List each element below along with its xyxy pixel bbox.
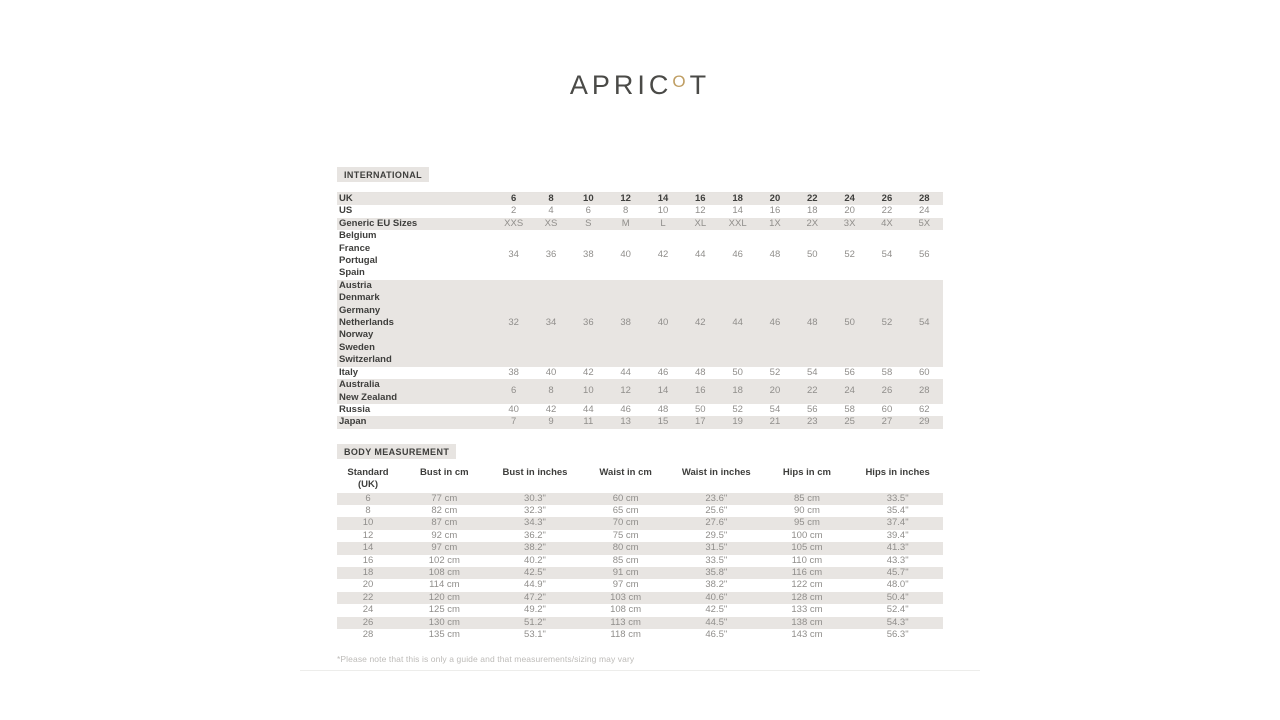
table-row: [337, 367, 943, 379]
measurement-cell: 35.8": [705, 566, 728, 578]
table-row: [337, 629, 943, 641]
size-value-cell: 62: [919, 403, 930, 415]
measurement-cell: 82 cm: [431, 504, 458, 516]
column-header: Waist in cm: [599, 466, 652, 478]
table-header-row: [337, 467, 943, 493]
measurement-cell: 85 cm: [612, 554, 639, 566]
size-value-cell: 6: [511, 385, 517, 397]
size-value-cell: XXS: [504, 217, 524, 229]
size-value-cell: 54: [919, 317, 930, 329]
measurement-cell: 52.4": [886, 604, 909, 616]
measurement-cell: 20: [362, 579, 374, 591]
brand-logo-suffix: T: [689, 70, 711, 100]
column-header: Bust in inches: [502, 466, 568, 478]
measurement-cell: 130 cm: [428, 616, 460, 628]
size-value-cell: 52: [844, 248, 855, 260]
size-value-cell: 18: [807, 205, 818, 217]
brand-logo-prefix: APRIC: [569, 70, 673, 100]
measurement-cell: 33.5": [886, 492, 909, 504]
size-value-cell: 1X: [769, 217, 781, 229]
size-value-cell: S: [585, 217, 592, 229]
size-value-cell: 21: [769, 416, 781, 428]
size-value-cell: 10: [583, 385, 594, 397]
table-row: [337, 205, 943, 217]
country-label: Denmark: [339, 292, 380, 304]
measurement-cell: 49.2": [524, 604, 546, 616]
size-value-cell: 56: [844, 366, 855, 378]
table-row: [337, 567, 943, 579]
measurement-cell: 41.3": [886, 542, 909, 554]
measurement-cell: 31.5": [705, 542, 728, 554]
country-label: Japan: [339, 416, 367, 428]
size-value-cell: 16: [769, 205, 781, 217]
size-value-cell: 38: [508, 366, 519, 378]
size-value-cell: 6: [585, 205, 591, 217]
international-section-label: INTERNATIONAL: [337, 167, 429, 182]
country-label: Russia: [339, 403, 371, 415]
size-value-cell: 56: [807, 403, 818, 415]
size-value-cell: 36: [545, 248, 557, 260]
size-value-cell: 58: [881, 366, 893, 378]
size-value-cell: 14: [657, 385, 669, 397]
measurement-cell: 40.6": [705, 591, 728, 603]
measurement-cell: 47.2": [524, 591, 546, 603]
size-value-cell: 14: [657, 193, 669, 204]
size-value-cell: 18: [732, 193, 743, 204]
table-row: [337, 404, 943, 416]
country-label: Italy: [339, 366, 359, 378]
country-label-cell: [337, 404, 495, 416]
size-value-cell: 15: [657, 416, 669, 428]
size-value-cell: XS: [544, 217, 558, 229]
size-value-cell: 14: [732, 205, 743, 217]
measurement-cell: 51.2": [524, 616, 546, 628]
size-value-cell: 48: [769, 248, 781, 260]
size-value-cell: 50: [807, 248, 818, 260]
bottom-divider: [300, 670, 980, 671]
table-row: [337, 517, 943, 529]
table-row: [337, 617, 943, 629]
measurement-cell: 29.5": [705, 529, 728, 541]
column-header: Waist in inches: [681, 466, 751, 478]
international-size-table: [337, 192, 943, 429]
size-value-cell: 8: [623, 205, 629, 217]
measurement-cell: 44.9": [524, 579, 546, 591]
measurement-cell: 24: [362, 604, 374, 616]
size-value-cell: 44: [695, 248, 706, 260]
country-label-cell: [337, 230, 495, 280]
size-value-cell: 46: [620, 403, 631, 415]
country-label: Norway: [339, 329, 374, 341]
measurement-cell: 39.4": [886, 529, 909, 541]
column-header: Hips in inches: [865, 466, 930, 478]
measurement-cell: 80 cm: [612, 542, 639, 554]
measurement-cell: 35.4": [886, 504, 909, 516]
size-value-cell: 34: [508, 248, 519, 260]
size-value-cell: 38: [583, 248, 594, 260]
measurement-cell: 85 cm: [794, 492, 820, 504]
size-value-cell: 40: [620, 248, 631, 260]
size-value-cell: 52: [769, 366, 781, 378]
body-measurement-table: [337, 467, 943, 642]
country-label: Spain: [339, 267, 365, 279]
size-value-cell: 32: [508, 317, 519, 329]
size-value-cell: 60: [919, 366, 930, 378]
size-value-cell: 52: [732, 403, 743, 415]
size-value-cell: 54: [769, 403, 781, 415]
measurement-cell: 16: [362, 554, 374, 566]
size-value-cell: 26: [881, 385, 893, 397]
size-value-cell: 26: [881, 193, 893, 204]
size-value-cell: 24: [844, 385, 855, 397]
size-value-cell: 50: [732, 366, 743, 378]
measurement-cell: 33.5": [705, 554, 728, 566]
size-value-cell: 60: [881, 403, 893, 415]
size-value-cell: 50: [844, 317, 855, 329]
measurement-cell: 103 cm: [610, 591, 642, 603]
size-value-cell: 8: [548, 385, 554, 397]
size-value-cell: 52: [881, 317, 893, 329]
measurement-cell: 18: [362, 566, 374, 578]
size-value-cell: 10: [657, 205, 669, 217]
country-label: Portugal: [339, 255, 378, 267]
size-value-cell: 9: [548, 416, 554, 428]
size-value-cell: 28: [919, 193, 930, 204]
size-value-cell: 44: [732, 317, 743, 329]
size-value-cell: 7: [511, 416, 517, 428]
measurement-cell: 87 cm: [431, 517, 458, 529]
measurement-cell: 90 cm: [794, 504, 820, 516]
table-row: [337, 379, 943, 404]
size-value-cell: 48: [657, 403, 669, 415]
measurement-cell: 143 cm: [791, 629, 823, 640]
measurement-cell: 108 cm: [428, 566, 460, 578]
country-label: UK: [339, 193, 353, 204]
measurement-cell: 53.1": [524, 629, 546, 640]
size-value-cell: 54: [807, 366, 818, 378]
measurement-cell: 95 cm: [794, 517, 820, 529]
size-value-cell: 20: [844, 205, 855, 217]
measurement-cell: 46.5": [705, 629, 728, 640]
measurement-cell: 135 cm: [428, 629, 460, 640]
measurement-cell: 70 cm: [612, 517, 639, 529]
measurement-cell: 38.2": [705, 579, 728, 591]
size-value-cell: XXL: [728, 217, 747, 229]
country-label: New Zealand: [339, 391, 398, 403]
country-label: Austria: [339, 279, 372, 291]
size-value-cell: 38: [620, 317, 631, 329]
size-value-cell: 56: [919, 248, 930, 260]
measurement-cell: 92 cm: [431, 529, 458, 541]
country-label-cell: [337, 218, 495, 230]
size-value-cell: 50: [695, 403, 706, 415]
size-value-cell: 40: [657, 317, 669, 329]
size-value-cell: 42: [657, 248, 669, 260]
size-value-cell: 4: [548, 205, 554, 217]
size-value-cell: 58: [844, 403, 855, 415]
measurement-cell: 54.3": [886, 616, 909, 628]
table-row: [337, 416, 943, 428]
size-value-cell: 20: [769, 385, 781, 397]
size-guide-page: [337, 70, 943, 671]
size-value-cell: 16: [695, 385, 706, 397]
size-value-cell: 42: [583, 366, 594, 378]
country-label-cell: [337, 193, 495, 206]
size-value-cell: 4X: [881, 217, 893, 229]
measurement-cell: 65 cm: [612, 504, 639, 516]
measurement-cell: 105 cm: [791, 542, 823, 554]
size-value-cell: 17: [695, 416, 706, 428]
measurement-cell: 118 cm: [610, 629, 641, 640]
size-value-cell: 34: [545, 317, 557, 329]
measurement-cell: 97 cm: [431, 542, 458, 554]
country-label: Australia: [339, 379, 380, 391]
size-value-cell: 12: [620, 193, 631, 204]
footnote: *Please note that this is only a guide and that measurements/sizing may vary: [337, 654, 635, 665]
measurement-cell: 25.6": [705, 504, 728, 516]
measurement-cell: 60 cm: [612, 492, 639, 504]
size-value-cell: 54: [881, 248, 893, 260]
measurement-cell: 75 cm: [612, 529, 639, 541]
size-value-cell: 46: [769, 317, 781, 329]
measurement-cell: 12: [362, 529, 374, 541]
country-label-cell: [337, 205, 495, 217]
size-value-cell: 6: [511, 193, 517, 204]
measurement-cell: 128 cm: [791, 591, 823, 603]
size-value-cell: 28: [919, 385, 930, 397]
size-value-cell: 24: [919, 205, 930, 217]
measurement-cell: 34.3": [524, 517, 546, 529]
size-value-cell: 11: [583, 416, 594, 428]
measurement-cell: 14: [362, 542, 374, 554]
country-label: France: [339, 242, 371, 254]
measurement-cell: 91 cm: [612, 566, 639, 578]
measurement-cell: 97 cm: [612, 579, 639, 591]
table-row: [337, 230, 943, 280]
size-value-cell: 23: [807, 416, 818, 428]
brand-logo: [337, 70, 943, 101]
country-label: Belgium: [339, 230, 377, 242]
table-row: [337, 530, 943, 542]
measurement-cell: 43.3": [886, 554, 909, 566]
country-label: Germany: [339, 304, 381, 316]
size-value-cell: 20: [769, 193, 781, 204]
measurement-cell: 32.3": [524, 504, 546, 516]
measurement-cell: 110 cm: [791, 554, 823, 566]
measurement-cell: 125 cm: [428, 604, 460, 616]
size-value-cell: 29: [919, 416, 930, 428]
table-row: [337, 555, 943, 567]
size-value-cell: 22: [881, 205, 893, 217]
measurement-cell: 45.7": [886, 566, 909, 578]
size-value-cell: 18: [732, 385, 743, 397]
table-row: [337, 218, 943, 230]
measurement-cell: 50.4": [886, 591, 909, 603]
measurement-cell: 122 cm: [791, 579, 823, 591]
size-value-cell: 2: [511, 205, 517, 217]
measurement-cell: 48.0": [886, 579, 909, 591]
measurement-cell: 28: [362, 629, 374, 640]
measurement-cell: 108 cm: [610, 604, 642, 616]
size-value-cell: 8: [548, 193, 554, 204]
size-value-cell: 48: [695, 366, 706, 378]
country-label-cell: [337, 416, 495, 428]
size-value-cell: 46: [657, 366, 669, 378]
size-value-cell: 44: [620, 366, 631, 378]
measurement-cell: 30.3": [524, 492, 546, 504]
size-value-cell: 46: [732, 248, 743, 260]
size-value-cell: 40: [508, 403, 519, 415]
table-row: [337, 505, 943, 517]
size-value-cell: 27: [881, 416, 893, 428]
size-value-cell: 10: [583, 193, 594, 204]
size-value-cell: 36: [583, 317, 594, 329]
measurement-cell: 114 cm: [429, 579, 460, 591]
measurement-cell: 100 cm: [791, 529, 823, 541]
column-header: Hips in cm: [782, 466, 831, 478]
measurement-cell: 120 cm: [428, 591, 460, 603]
country-label: US: [339, 205, 353, 217]
measurement-cell: 26: [362, 616, 374, 628]
column-header: Bust in cm: [420, 466, 469, 478]
measurement-cell: 6: [365, 492, 371, 504]
table-row: [337, 592, 943, 604]
measurement-cell: 42.5": [705, 604, 728, 616]
table-row: [337, 604, 943, 616]
measurement-cell: 36.2": [524, 529, 546, 541]
size-value-cell: 5X: [918, 217, 931, 229]
size-value-cell: 13: [620, 416, 631, 428]
country-label: Netherlands: [339, 317, 394, 329]
size-value-cell: 25: [844, 416, 855, 428]
country-label-cell: [337, 379, 495, 404]
measurement-cell: 77 cm: [431, 492, 458, 504]
measurement-cell: 8: [365, 504, 371, 516]
size-value-cell: 42: [545, 403, 557, 415]
size-value-cell: 40: [545, 366, 557, 378]
measurement-cell: 37.4": [886, 517, 909, 529]
measurement-cell: 42.5": [524, 566, 546, 578]
size-value-cell: 3X: [843, 217, 856, 229]
measurement-cell: 138 cm: [791, 616, 823, 628]
brand-logo-accent-letter: O: [672, 72, 690, 91]
size-value-cell: XL: [694, 217, 707, 229]
table-row: [337, 193, 943, 206]
measurement-cell: 38.2": [524, 542, 546, 554]
size-value-cell: M: [621, 217, 630, 229]
size-value-cell: 24: [844, 193, 855, 204]
size-value-cell: 19: [732, 416, 743, 428]
country-label-cell: [337, 367, 495, 379]
measurement-cell: 102 cm: [428, 554, 460, 566]
measurement-cell: 113 cm: [610, 616, 641, 628]
country-label: Generic EU Sizes: [339, 217, 418, 229]
table-row: [337, 579, 943, 591]
measurement-cell: 133 cm: [791, 604, 823, 616]
table-row: [337, 280, 943, 367]
measurement-cell: 56.3": [886, 629, 909, 640]
measurement-cell: 44.5": [705, 616, 728, 628]
size-value-cell: 12: [620, 385, 631, 397]
size-value-cell: 22: [807, 385, 818, 397]
country-label: Switzerland: [339, 354, 392, 366]
size-value-cell: L: [660, 217, 666, 229]
size-value-cell: 12: [695, 205, 706, 217]
body-measurement-section-label: BODY MEASUREMENT: [337, 444, 456, 459]
measurement-cell: 27.6": [705, 517, 728, 529]
country-label-cell: [337, 280, 495, 367]
size-value-cell: 44: [583, 403, 594, 415]
table-row: [337, 542, 943, 554]
table-row: [337, 493, 943, 505]
column-header: Standard (UK): [347, 466, 389, 491]
measurement-cell: 40.2": [524, 554, 546, 566]
measurement-cell: 23.6": [705, 492, 728, 504]
size-value-cell: 42: [695, 317, 706, 329]
size-value-cell: 22: [807, 193, 818, 204]
country-label: Sweden: [339, 341, 375, 353]
measurement-cell: 22: [362, 591, 374, 603]
size-value-cell: 16: [695, 193, 706, 204]
measurement-cell: 116 cm: [791, 566, 823, 578]
measurement-cell: 10: [362, 517, 374, 529]
size-value-cell: 48: [807, 317, 818, 329]
size-value-cell: 2X: [806, 217, 819, 229]
